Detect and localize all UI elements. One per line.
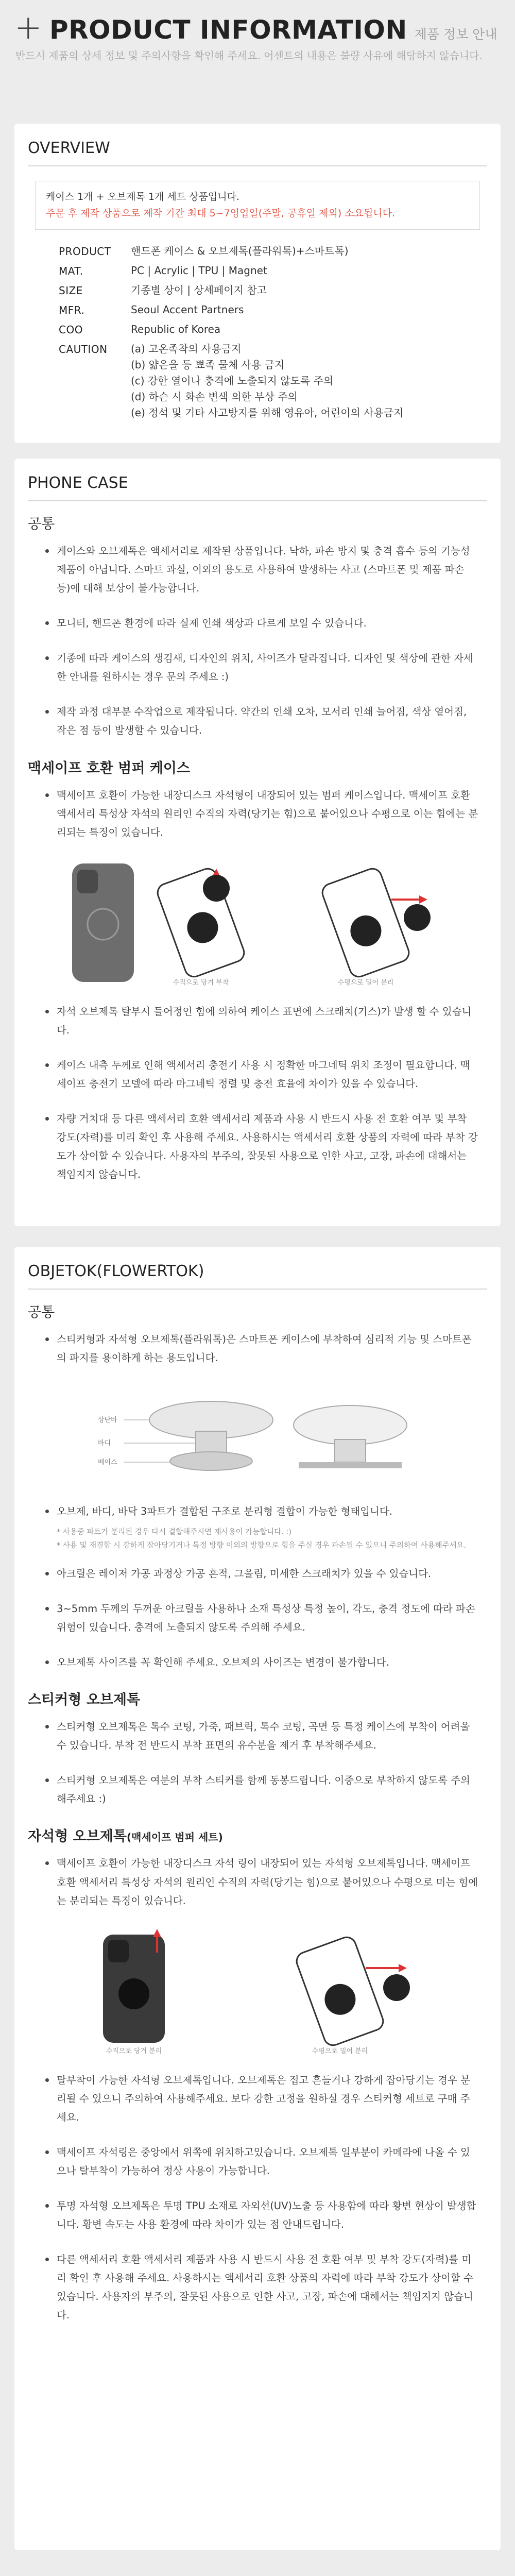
divider: [28, 1289, 487, 1290]
tok-attached: [118, 1978, 149, 2009]
list-item: 3~5mm 두께의 두꺼운 아크릴을 사용하나 소재 특성상 특정 높이, 각도, 충격 정도에 따라 파손 위험이 있습니다. 충격에 노출되지 않도록 주의해 주세요.: [45, 1600, 479, 1637]
spec-value-line: (d) 하슨 시 화손 변색 의한 부상 주의: [131, 390, 298, 403]
spec-value: [131, 341, 404, 421]
figure-caption: 수직으로 당겨 분리: [106, 2047, 162, 2055]
list-item: 스티커형과 자석형 오브제톡(플라워톡)은 스마트폰 케이스에 부착하여 심리적 기능 및 스마트폰의 파지를 용이하게 하는 용도입니다.: [45, 1330, 479, 1367]
spec-value: [131, 302, 244, 318]
arrow-head-icon: [153, 1929, 161, 1937]
product-info-note: 반드시 제품의 상세 정보 및 주의사항을 확인해 주세요. 어센트의 내용은 불량 사유에 해당하지 않습니다.: [15, 49, 483, 62]
spec-value: [131, 321, 220, 338]
tok-base-part: [170, 1452, 252, 1470]
overview-heading: OVERVIEW: [28, 139, 110, 157]
camera-bump: [77, 870, 98, 893]
phone-surface: [299, 1462, 402, 1468]
spec-row: [59, 341, 501, 421]
list-item: 다른 액세서리 호환 액세서리 제품과 사용 시 반드시 사용 전 호환 여부 및 부착 강도(자력)를 미리 확인 후 사용해 주세요. 사용하시는 액세서리 호환 상품의 자력에 따라 부착 강도가 상이할 수 있습니다. 사용자의 부주의, 잘못된 사용으로 인한 사고, 고장, 파손에 대해서는 책임지지 않습니다.: [45, 2250, 479, 2325]
spec-key: CAUTION: [59, 343, 108, 355]
product-info-section: [0, 11, 515, 63]
product-info-subtitle: 제품 정보 안내: [414, 27, 497, 42]
product-info-header: [0, 11, 515, 45]
list-item: 모니터, 핸드폰 환경에 따라 실제 인쇄 색상과 다르게 보일 수 있습니다.: [45, 614, 479, 633]
spec-value-line: (b) 얇은을 등 뾰족 물체 사용 금지: [131, 358, 285, 371]
list-item: 자석 오브제톡 탈부시 들어정인 힘에 의하여 케이스 표면에 스크래치(기스)가 발생 할 수 있습니다.: [45, 1003, 479, 1040]
sticker-title: 스티커형 오브제톡: [28, 1692, 141, 1708]
tok-detached: [203, 875, 230, 902]
spec-key: MFR.: [59, 303, 85, 316]
tok-assembled: [294, 1405, 407, 1445]
notice-line-warning: 주문 후 제작 상품으로 제작 기간 최대 5~7영업일(주말, 공휴일 제외) 소요됩니다.: [46, 208, 396, 219]
spec-key: PRODUCT: [59, 245, 111, 258]
magnet-figure: [14, 1927, 501, 2056]
magsafe-list: [45, 786, 479, 842]
spec-value-line: 기종별 상이 | 상세페이지 참고: [131, 283, 267, 296]
spec-row: [59, 263, 501, 279]
small-note: * 사용중 파트가 분리된 경우 다시 결합해주시면 재사용이 가능합니다. :): [57, 1528, 292, 1537]
notice-line: 케이스 1개 + 오브제톡 1개 세트 상품입니다.: [46, 191, 240, 202]
spec-value-line: Seoul Accent Partners: [131, 303, 244, 316]
spec-key: SIZE: [59, 284, 83, 297]
objetok-common-title: 공통: [28, 1304, 55, 1320]
list-item: 기종에 따라 케이스의 생김새, 디자인의 위치, 사이즈가 달라집니다. 디자인 및 색상에 관한 자세한 안내를 원하시는 경우 문의 주세요 :): [45, 649, 479, 686]
phone-case-common-list: [45, 542, 479, 740]
list-item: 자량 거치대 등 다른 액세서리 호환 액세서리 제품과 사용 시 반드시 사용 전 호환 여부 및 부착 강도(자력)를 미리 확인 후 사용해 주세요. 사용하시는 액세서리 호환 상품의 자력에 따라 부착 강도가 상이할 수 있습니다. 사용자의 부주의, 잘못된 사용으로 인한 사고, 고장, 파손에 대해서는 책임지지 않습니다.: [45, 1110, 479, 1184]
list-item: 맥세이프 자석링은 중앙에서 위쪽에 위치하고있습니다. 오브제톡 일부분이 카메라에 나올 수 있으나 탈부착이 가능하여 정상 사용이 가능합니다.: [45, 2143, 479, 2180]
figure-caption: 수평으로 밀어 분리: [312, 2047, 368, 2055]
phone-case-heading: PHONE CASE: [28, 474, 128, 492]
list-item: 케이스 내측 두께로 인해 액세서리 충전기 사용 시 정확한 마그네틱 위치 조정이 필요합니다. 맥세이프 충전기 모델에 따라 마그네틱 정렬 및 충전 효율에 차이가 있을 수 있습니다.: [45, 1056, 479, 1093]
list-item: 오브제, 바디, 바닥 3파트가 결합된 구조로 분리형 결합이 가능한 형태입니다.: [45, 1502, 479, 1521]
objetok-common-list-3: [45, 1565, 479, 1672]
magsafe-illustration: [62, 858, 453, 987]
objetok-common-list: [45, 1330, 479, 1367]
objetok-card: [14, 1247, 501, 2550]
part-label: 상단바: [98, 1416, 117, 1425]
spec-value-line: (c) 강한 열이나 충격에 노출되지 않도록 주의: [131, 374, 334, 387]
tok-detached: [404, 904, 431, 931]
list-item: 아크릴은 레이저 가공 과정상 가공 흔적, 그을림, 미세한 스크래치가 있을 수 있습니다.: [45, 1565, 479, 1583]
phone-case-common-title: 공통: [28, 516, 55, 532]
phone-case-card: [14, 459, 501, 1226]
spec-row: [59, 321, 501, 338]
spec-list: [59, 243, 501, 443]
list-item: 스티커형 오브제톡은 여분의 부착 스티커를 함께 동봉드립니다. 이중으로 부착하지 않도록 주의해주세요 :): [45, 1771, 479, 1808]
objetok-parts-illustration: [93, 1384, 422, 1487]
arrow-head-icon: [399, 1964, 407, 1972]
spec-key: MAT.: [59, 264, 83, 277]
list-item: 스티커형 오브제톡은 톡수 코팅, 가죽, 패브릭, 톡수 코팅, 곡면 등 특정 케이스에 부착이 어려울 수 있습니다. 부착 전 반드시 부착 표면의 유수분을 제거 후 부착해주세요.: [45, 1718, 479, 1755]
list-item: 제작 과정 대부분 수작업으로 제작됩니다. 약간의 인쇄 오차, 모서리 인쇄 늘어짐, 색상 옅어짐, 작은 점 등이 발생할 수 있습니다.: [45, 703, 479, 740]
list-item: 맥세이프 호환이 가능한 내장디스크 자석형이 내장되어 있는 범퍼 케이스입니다. 맥세이프 호환 액세서리 특성상 자석의 원리인 수직의 자력(당기는 힘)으로 붙어있으나 수평으로 이는 힘에는 분리되는 특징이 있습니다.: [45, 786, 479, 842]
spec-value: [131, 263, 267, 279]
magsafe-list-2: [45, 1003, 479, 1184]
small-note: * 사용 및 재결합 시 강하게 잡아당기거나 특정 방향 이외의 방향으로 힘을 주실 경우 파손될 수 있으니 주의하여 사용해주세요.: [57, 1541, 467, 1550]
magnet-title-main: 자석형 오브제톡: [28, 1828, 127, 1845]
objetok-figure: [14, 1384, 501, 1487]
spec-value-line: 핸드폰 케이스 & 오브제톡(플라워톡)+스마트톡): [131, 244, 349, 257]
spec-value: [131, 282, 267, 299]
magnet-list-2: [45, 2071, 479, 2325]
magnet-title: [28, 1825, 487, 1845]
objetok-small-notes: [57, 1526, 479, 1552]
spec-key: COO: [59, 323, 83, 336]
spec-row: [59, 302, 501, 318]
list-item: 맥세이프 호환이 가능한 내장디스크 자석 링이 내장되어 있는 자석형 오브제톡입니다. 맥세이프 호환 액세서리 특성상 자석의 원리인 수직의 자력(당기는 힘)으로 붙어있으나 수평으로 미는 힘에는 분리되는 특징이 있습니다.: [45, 1854, 479, 1910]
magsafe-figure: [14, 858, 501, 987]
divider: [28, 165, 487, 166]
plus-icon: +: [14, 9, 42, 47]
list-item: 탈부착이 가능한 자석형 오브제톡입니다. 오브제톡은 접고 흔들거나 강하게 잡아당기는 경우 분리될 수 있으니 주의하여 사용해주세요. 보다 강한 고정을 원하실 경우 스티커형 세트로 구매 주세요.: [45, 2071, 479, 2127]
figure-caption: 수직으로 당겨 부착: [173, 978, 229, 987]
camera-bump: [108, 1940, 129, 1962]
tok-detached: [383, 1974, 410, 2001]
spec-value: [131, 243, 349, 260]
objetok-heading: OBJETOK(FLOWERTOK): [28, 1262, 204, 1280]
magnet-list: [45, 1854, 479, 1910]
objetok-common-list-2: [45, 1502, 479, 1521]
magnet-illustration: [62, 1927, 453, 2056]
spec-row: [59, 243, 501, 260]
list-item: 투명 자석형 오브제톡은 투명 TPU 소재로 자외선(UV)노출 등 사용함에 따라 황변 현상이 발생합니다. 황변 속도는 사용 환경에 따라 차이가 있는 점 안내드립니다.: [45, 2197, 479, 2234]
magnet-title-extra: (맥세이프 범퍼 세트): [126, 1831, 223, 1844]
list-item: 케이스와 오브제톡은 액세서리로 제작된 상품입니다. 낙하, 파손 방지 및 충격 흡수 등의 기능성 제품이 아닙니다. 스마트 과실, 이외의 용도로 사용하여 발생하는 사고 (스마트폰 및 제품 파손 등)에 대해 보상이 불가능합니다.: [45, 542, 479, 598]
part-label: 바디: [98, 1439, 111, 1448]
tok-assembled-body: [335, 1439, 366, 1462]
spec-value-line: (e) 정석 및 기타 사고방지를 위해 영유아, 어린이의 사용금지: [131, 406, 404, 419]
spec-value-line: PC | Acrylic | TPU | Magnet: [131, 264, 267, 277]
figure-caption: 수평으로 밀어 분리: [337, 978, 394, 987]
magsafe-title: 맥세이프 호환 범퍼 케이스: [28, 760, 191, 776]
part-label: 베이스: [98, 1459, 117, 1467]
spec-value-line: (a) 고온족착의 사용금지: [131, 342, 242, 355]
spec-row: [59, 282, 501, 299]
overview-notice: [35, 181, 480, 230]
list-item: 오브제톡 사이즈를 꼭 확인해 주세요. 오브제의 사이즈는 변경이 불가합니다.: [45, 1653, 479, 1672]
divider: [28, 500, 487, 501]
overview-card: [14, 124, 501, 443]
product-info-title: PRODUCT INFORMATION: [49, 15, 407, 45]
arrow-head-icon: [419, 895, 427, 904]
sticker-list: [45, 1718, 479, 1808]
spec-value-line: Republic of Korea: [131, 323, 221, 335]
